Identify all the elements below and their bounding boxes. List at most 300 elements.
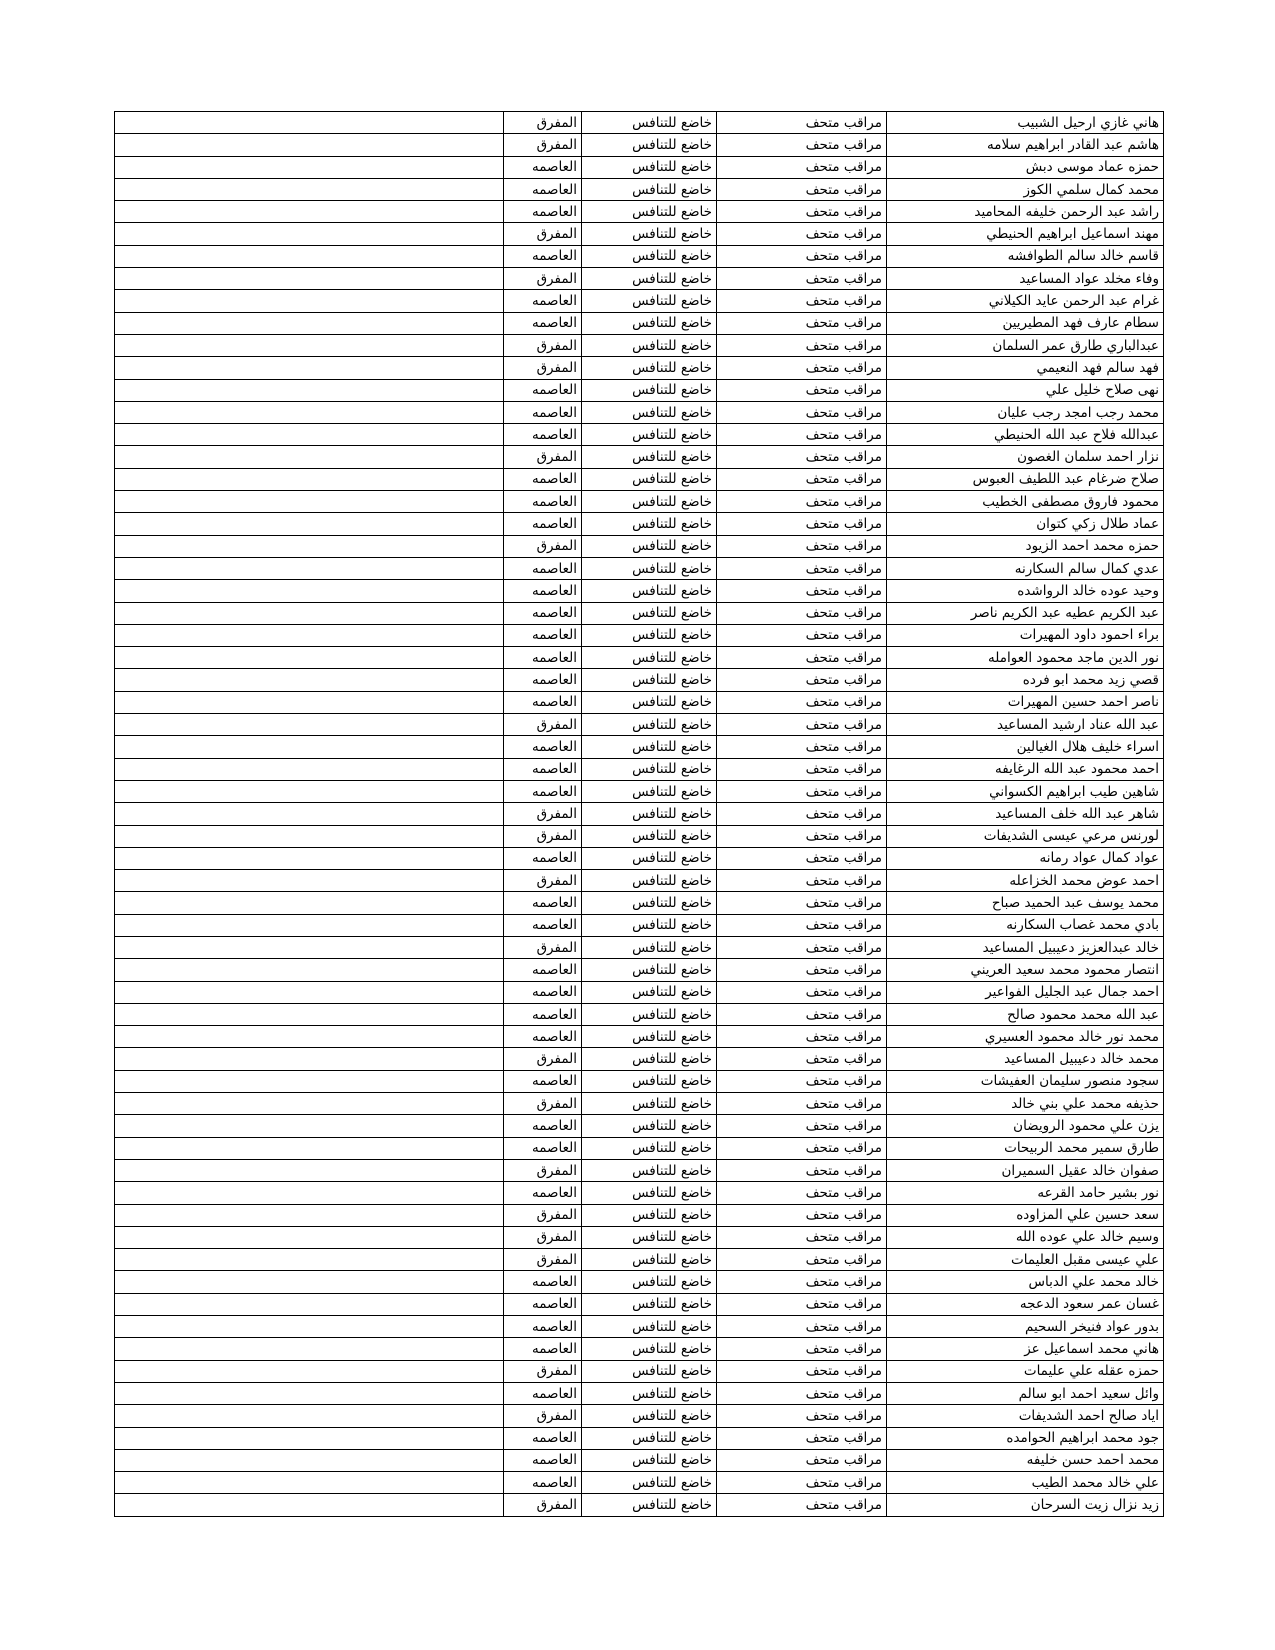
table-row	[115, 379, 1164, 401]
empty-cell	[115, 424, 504, 446]
empty-cell	[115, 491, 504, 513]
region-cell: العاصمه	[504, 1427, 582, 1449]
role-cell: مراقب متحف	[717, 914, 887, 936]
role-cell: مراقب متحف	[717, 201, 887, 223]
empty-cell	[115, 936, 504, 958]
role-cell: مراقب متحف	[717, 758, 887, 780]
role-cell: مراقب متحف	[717, 268, 887, 290]
status-cell: خاضع للتنافس	[582, 290, 717, 312]
table-row	[115, 669, 1164, 691]
table-row	[115, 1249, 1164, 1271]
name-cell: عماد طلال زكي كتوان	[887, 513, 1164, 535]
status-cell: خاضع للتنافس	[582, 535, 717, 557]
empty-cell	[115, 981, 504, 1003]
role-cell: مراقب متحف	[717, 357, 887, 379]
role-cell: مراقب متحف	[717, 981, 887, 1003]
status-cell: خاضع للتنافس	[582, 870, 717, 892]
status-cell: خاضع للتنافس	[582, 1427, 717, 1449]
name-cell: عبدالله فلاح عبد الله الحنيطي	[887, 424, 1164, 446]
name-cell: خالد محمد علي الدباس	[887, 1271, 1164, 1293]
status-cell: خاضع للتنافس	[582, 156, 717, 178]
name-cell: عبد الكريم عطيه عبد الكريم ناصر	[887, 602, 1164, 624]
table-row	[115, 892, 1164, 914]
empty-cell	[115, 669, 504, 691]
table-row	[115, 1338, 1164, 1360]
status-cell: خاضع للتنافس	[582, 1003, 717, 1025]
empty-cell	[115, 803, 504, 825]
region-cell: المفرق	[504, 936, 582, 958]
role-cell: مراقب متحف	[717, 825, 887, 847]
name-cell: عدي كمال سالم السكارنه	[887, 557, 1164, 579]
table-row	[115, 602, 1164, 624]
table-row	[115, 468, 1164, 490]
status-cell: خاضع للتنافس	[582, 1137, 717, 1159]
table-row	[115, 1226, 1164, 1248]
empty-cell	[115, 1070, 504, 1092]
empty-cell	[115, 758, 504, 780]
empty-cell	[115, 1472, 504, 1494]
table-row	[115, 691, 1164, 713]
empty-cell	[115, 1382, 504, 1404]
status-cell: خاضع للتنافس	[582, 580, 717, 602]
name-cell: غسان عمر سعود الدعجه	[887, 1293, 1164, 1315]
table-row	[115, 1427, 1164, 1449]
table-row	[115, 1405, 1164, 1427]
empty-cell	[115, 1115, 504, 1137]
empty-cell	[115, 156, 504, 178]
name-cell: محمد يوسف عبد الحميد صباح	[887, 892, 1164, 914]
status-cell: خاضع للتنافس	[582, 1338, 717, 1360]
table-row	[115, 223, 1164, 245]
region-cell: العاصمه	[504, 892, 582, 914]
status-cell: خاضع للتنافس	[582, 513, 717, 535]
status-cell: خاضع للتنافس	[582, 223, 717, 245]
empty-cell	[115, 513, 504, 535]
role-cell: مراقب متحف	[717, 1316, 887, 1338]
table-row	[115, 959, 1164, 981]
table-row	[115, 1093, 1164, 1115]
empty-cell	[115, 1427, 504, 1449]
name-cell: يزن علي محمود الرويضان	[887, 1115, 1164, 1137]
status-cell: خاضع للتنافس	[582, 981, 717, 1003]
table-row	[115, 1070, 1164, 1092]
region-cell: العاصمه	[504, 1382, 582, 1404]
status-cell: خاضع للتنافس	[582, 1249, 717, 1271]
role-cell: مراقب متحف	[717, 1026, 887, 1048]
status-cell: خاضع للتنافس	[582, 936, 717, 958]
candidates-table	[114, 111, 1164, 1517]
empty-cell	[115, 357, 504, 379]
empty-cell	[115, 1360, 504, 1382]
name-cell: عبد الله عناد ارشيد المساعيد	[887, 714, 1164, 736]
region-cell: العاصمه	[504, 513, 582, 535]
region-cell: العاصمه	[504, 178, 582, 200]
region-cell: العاصمه	[504, 758, 582, 780]
empty-cell	[115, 201, 504, 223]
region-cell: العاصمه	[504, 468, 582, 490]
region-cell: العاصمه	[504, 1137, 582, 1159]
role-cell: مراقب متحف	[717, 736, 887, 758]
status-cell: خاضع للتنافس	[582, 268, 717, 290]
role-cell: مراقب متحف	[717, 1159, 887, 1181]
table-row	[115, 513, 1164, 535]
region-cell: العاصمه	[504, 1003, 582, 1025]
empty-cell	[115, 1226, 504, 1248]
role-cell: مراقب متحف	[717, 112, 887, 134]
region-cell: المفرق	[504, 1048, 582, 1070]
status-cell: خاضع للتنافس	[582, 803, 717, 825]
name-cell: محمد نور خالد محمود العسيري	[887, 1026, 1164, 1048]
name-cell: صفوان خالد عقيل السميران	[887, 1159, 1164, 1181]
status-cell: خاضع للتنافس	[582, 1159, 717, 1181]
name-cell: ناصر احمد حسين المهيرات	[887, 691, 1164, 713]
role-cell: مراقب متحف	[717, 780, 887, 802]
name-cell: محمد رجب امجد رجب عليان	[887, 401, 1164, 423]
region-cell: العاصمه	[504, 914, 582, 936]
empty-cell	[115, 379, 504, 401]
empty-cell	[115, 1449, 504, 1471]
status-cell: خاضع للتنافس	[582, 424, 717, 446]
name-cell: وائل سعيد احمد ابو سالم	[887, 1382, 1164, 1404]
region-cell: العاصمه	[504, 401, 582, 423]
region-cell: العاصمه	[504, 1472, 582, 1494]
table-row	[115, 290, 1164, 312]
name-cell: نهى صلاح خليل علي	[887, 379, 1164, 401]
role-cell: مراقب متحف	[717, 1182, 887, 1204]
role-cell: مراقب متحف	[717, 468, 887, 490]
table-row	[115, 1137, 1164, 1159]
role-cell: مراقب متحف	[717, 1338, 887, 1360]
status-cell: خاضع للتنافس	[582, 602, 717, 624]
empty-cell	[115, 780, 504, 802]
table-row	[115, 714, 1164, 736]
role-cell: مراقب متحف	[717, 1405, 887, 1427]
table-row	[115, 357, 1164, 379]
region-cell: المفرق	[504, 268, 582, 290]
region-cell: العاصمه	[504, 647, 582, 669]
table-row	[115, 1316, 1164, 1338]
region-cell: المفرق	[504, 1360, 582, 1382]
name-cell: شاهين طيب ابراهيم الكسواني	[887, 780, 1164, 802]
table-row	[115, 134, 1164, 156]
status-cell: خاضع للتنافس	[582, 1316, 717, 1338]
name-cell: بدور عواد فنيخر السحيم	[887, 1316, 1164, 1338]
region-cell: العاصمه	[504, 379, 582, 401]
region-cell: العاصمه	[504, 312, 582, 334]
status-cell: خاضع للتنافس	[582, 468, 717, 490]
name-cell: علي عيسى مقبل العليمات	[887, 1249, 1164, 1271]
table-row	[115, 1159, 1164, 1181]
table-row	[115, 758, 1164, 780]
table-row	[115, 1494, 1164, 1516]
region-cell: العاصمه	[504, 959, 582, 981]
empty-cell	[115, 870, 504, 892]
name-cell: عواد كمال عواد رمانه	[887, 847, 1164, 869]
role-cell: مراقب متحف	[717, 1449, 887, 1471]
name-cell: محمد خالد دعيبيل المساعيد	[887, 1048, 1164, 1070]
name-cell: علي خالد محمد الطيب	[887, 1472, 1164, 1494]
region-cell: المفرق	[504, 1159, 582, 1181]
name-cell: سطام عارف فهد المطيريين	[887, 312, 1164, 334]
table-row	[115, 1271, 1164, 1293]
region-cell: المفرق	[504, 1204, 582, 1226]
empty-cell	[115, 714, 504, 736]
role-cell: مراقب متحف	[717, 290, 887, 312]
status-cell: خاضع للتنافس	[582, 1405, 717, 1427]
name-cell: براء احمود داود المهيرات	[887, 624, 1164, 646]
table-row	[115, 1115, 1164, 1137]
empty-cell	[115, 446, 504, 468]
region-cell: العاصمه	[504, 201, 582, 223]
empty-cell	[115, 1093, 504, 1115]
name-cell: احمد جمال عبد الجليل الفواعير	[887, 981, 1164, 1003]
region-cell: المفرق	[504, 134, 582, 156]
status-cell: خاضع للتنافس	[582, 647, 717, 669]
table-row	[115, 1204, 1164, 1226]
region-cell: المفرق	[504, 357, 582, 379]
empty-cell	[115, 290, 504, 312]
role-cell: مراقب متحف	[717, 1048, 887, 1070]
region-cell: المفرق	[504, 1093, 582, 1115]
role-cell: مراقب متحف	[717, 803, 887, 825]
region-cell: العاصمه	[504, 736, 582, 758]
name-cell: زيد نزال زيت السرحان	[887, 1494, 1164, 1516]
name-cell: خالد عبدالعزيز دعيبيل المساعيد	[887, 936, 1164, 958]
status-cell: خاضع للتنافس	[582, 959, 717, 981]
status-cell: خاضع للتنافس	[582, 1026, 717, 1048]
status-cell: خاضع للتنافس	[582, 178, 717, 200]
name-cell: شاهر عبد الله خلف المساعيد	[887, 803, 1164, 825]
region-cell: العاصمه	[504, 1026, 582, 1048]
empty-cell	[115, 892, 504, 914]
name-cell: هاني غازي ارحيل الشبيب	[887, 112, 1164, 134]
table-row	[115, 580, 1164, 602]
table-row	[115, 1026, 1164, 1048]
role-cell: مراقب متحف	[717, 401, 887, 423]
role-cell: مراقب متحف	[717, 424, 887, 446]
name-cell: مهند اسماعيل ابراهيم الحنيطي	[887, 223, 1164, 245]
region-cell: المفرق	[504, 1249, 582, 1271]
region-cell: العاصمه	[504, 847, 582, 869]
table-row	[115, 780, 1164, 802]
region-cell: العاصمه	[504, 1182, 582, 1204]
empty-cell	[115, 1293, 504, 1315]
name-cell: سعد حسين علي المزاوده	[887, 1204, 1164, 1226]
table-row	[115, 1472, 1164, 1494]
status-cell: خاضع للتنافس	[582, 1472, 717, 1494]
status-cell: خاضع للتنافس	[582, 1115, 717, 1137]
empty-cell	[115, 1249, 504, 1271]
status-cell: خاضع للتنافس	[582, 401, 717, 423]
table-row	[115, 201, 1164, 223]
role-cell: مراقب متحف	[717, 178, 887, 200]
role-cell: مراقب متحف	[717, 513, 887, 535]
name-cell: راشد عبد الرحمن خليفه المحاميد	[887, 201, 1164, 223]
status-cell: خاضع للتنافس	[582, 847, 717, 869]
name-cell: سجود منصور سليمان العفيشات	[887, 1070, 1164, 1092]
status-cell: خاضع للتنافس	[582, 1070, 717, 1092]
status-cell: خاضع للتنافس	[582, 1204, 717, 1226]
role-cell: مراقب متحف	[717, 1137, 887, 1159]
name-cell: احمد عوض محمد الخزاعله	[887, 870, 1164, 892]
role-cell: مراقب متحف	[717, 223, 887, 245]
name-cell: طارق سمير محمد الربيحات	[887, 1137, 1164, 1159]
empty-cell	[115, 602, 504, 624]
table-row	[115, 624, 1164, 646]
table-row	[115, 1182, 1164, 1204]
table-row	[115, 491, 1164, 513]
empty-cell	[115, 1405, 504, 1427]
empty-cell	[115, 223, 504, 245]
name-cell: حمزه محمد احمد الزيود	[887, 535, 1164, 557]
region-cell: العاصمه	[504, 491, 582, 513]
region-cell: المفرق	[504, 112, 582, 134]
status-cell: خاضع للتنافس	[582, 736, 717, 758]
region-cell: العاصمه	[504, 1115, 582, 1137]
empty-cell	[115, 1204, 504, 1226]
role-cell: مراقب متحف	[717, 1115, 887, 1137]
table-row	[115, 424, 1164, 446]
role-cell: مراقب متحف	[717, 156, 887, 178]
empty-cell	[115, 401, 504, 423]
name-cell: فهد سالم فهد النعيمي	[887, 357, 1164, 379]
status-cell: خاضع للتنافس	[582, 1449, 717, 1471]
status-cell: خاضع للتنافس	[582, 112, 717, 134]
table-row	[115, 112, 1164, 134]
status-cell: خاضع للتنافس	[582, 379, 717, 401]
status-cell: خاضع للتنافس	[582, 758, 717, 780]
role-cell: مراقب متحف	[717, 892, 887, 914]
table-row	[115, 981, 1164, 1003]
role-cell: مراقب متحف	[717, 847, 887, 869]
region-cell: العاصمه	[504, 624, 582, 646]
region-cell: العاصمه	[504, 1293, 582, 1315]
role-cell: مراقب متحف	[717, 870, 887, 892]
region-cell: العاصمه	[504, 580, 582, 602]
region-cell: العاصمه	[504, 424, 582, 446]
role-cell: مراقب متحف	[717, 936, 887, 958]
table-row	[115, 401, 1164, 423]
region-cell: العاصمه	[504, 1070, 582, 1092]
status-cell: خاضع للتنافس	[582, 825, 717, 847]
empty-cell	[115, 647, 504, 669]
empty-cell	[115, 1338, 504, 1360]
region-cell: المفرق	[504, 223, 582, 245]
name-cell: نور بشير حامد القرعه	[887, 1182, 1164, 1204]
table-row	[115, 1449, 1164, 1471]
status-cell: خاضع للتنافس	[582, 624, 717, 646]
role-cell: مراقب متحف	[717, 647, 887, 669]
role-cell: مراقب متحف	[717, 959, 887, 981]
empty-cell	[115, 312, 504, 334]
region-cell: المفرق	[504, 446, 582, 468]
empty-cell	[115, 580, 504, 602]
table-row	[115, 1003, 1164, 1025]
status-cell: خاضع للتنافس	[582, 1293, 717, 1315]
region-cell: المفرق	[504, 1494, 582, 1516]
region-cell: المفرق	[504, 825, 582, 847]
table-row	[115, 1048, 1164, 1070]
empty-cell	[115, 914, 504, 936]
role-cell: مراقب متحف	[717, 1494, 887, 1516]
role-cell: مراقب متحف	[717, 1003, 887, 1025]
table-row	[115, 803, 1164, 825]
empty-cell	[115, 178, 504, 200]
name-cell: حمزه عقله علي عليمات	[887, 1360, 1164, 1382]
table-row	[115, 736, 1164, 758]
empty-cell	[115, 1026, 504, 1048]
region-cell: العاصمه	[504, 602, 582, 624]
name-cell: حذيفه محمد علي بني خالد	[887, 1093, 1164, 1115]
region-cell: العاصمه	[504, 1449, 582, 1471]
role-cell: مراقب متحف	[717, 1226, 887, 1248]
name-cell: محمد احمد حسن خليفه	[887, 1449, 1164, 1471]
empty-cell	[115, 736, 504, 758]
empty-cell	[115, 691, 504, 713]
status-cell: خاضع للتنافس	[582, 201, 717, 223]
role-cell: مراقب متحف	[717, 1427, 887, 1449]
role-cell: مراقب متحف	[717, 557, 887, 579]
table-row	[115, 825, 1164, 847]
region-cell: العاصمه	[504, 1271, 582, 1293]
name-cell: غرام عبد الرحمن عايد الكيلاني	[887, 290, 1164, 312]
status-cell: خاضع للتنافس	[582, 357, 717, 379]
table-row	[115, 647, 1164, 669]
status-cell: خاضع للتنافس	[582, 1226, 717, 1248]
status-cell: خاضع للتنافس	[582, 1382, 717, 1404]
name-cell: قصي زيد محمد ابو فرده	[887, 669, 1164, 691]
candidates-table-body	[115, 112, 1164, 1517]
empty-cell	[115, 468, 504, 490]
name-cell: عبد الله محمد محمود صالح	[887, 1003, 1164, 1025]
table-row	[115, 245, 1164, 267]
role-cell: مراقب متحف	[717, 1249, 887, 1271]
role-cell: مراقب متحف	[717, 1093, 887, 1115]
role-cell: مراقب متحف	[717, 580, 887, 602]
role-cell: مراقب متحف	[717, 1204, 887, 1226]
name-cell: لورنس مرعي عيسى الشديفات	[887, 825, 1164, 847]
role-cell: مراقب متحف	[717, 245, 887, 267]
region-cell: المفرق	[504, 535, 582, 557]
table-row	[115, 847, 1164, 869]
name-cell: اسراء خليف هلال الغيالين	[887, 736, 1164, 758]
name-cell: قاسم خالد سالم الطوافشه	[887, 245, 1164, 267]
region-cell: العاصمه	[504, 780, 582, 802]
empty-cell	[115, 847, 504, 869]
role-cell: مراقب متحف	[717, 334, 887, 356]
region-cell: العاصمه	[504, 557, 582, 579]
region-cell: العاصمه	[504, 245, 582, 267]
table-row	[115, 1360, 1164, 1382]
empty-cell	[115, 1182, 504, 1204]
status-cell: خاضع للتنافس	[582, 1093, 717, 1115]
name-cell: انتصار محمود محمد سعيد العريني	[887, 959, 1164, 981]
name-cell: هاني محمد اسماعيل عز	[887, 1338, 1164, 1360]
empty-cell	[115, 134, 504, 156]
region-cell: العاصمه	[504, 691, 582, 713]
name-cell: وحيد عوده خالد الرواشده	[887, 580, 1164, 602]
status-cell: خاضع للتنافس	[582, 334, 717, 356]
table-row	[115, 268, 1164, 290]
name-cell: هاشم عبد القادر ابراهيم سلامه	[887, 134, 1164, 156]
role-cell: مراقب متحف	[717, 691, 887, 713]
status-cell: خاضع للتنافس	[582, 714, 717, 736]
status-cell: خاضع للتنافس	[582, 1360, 717, 1382]
role-cell: مراقب متحف	[717, 1382, 887, 1404]
region-cell: المفرق	[504, 1405, 582, 1427]
name-cell: وفاء مخلد عواد المساعيد	[887, 268, 1164, 290]
name-cell: صلاح ضرغام عبد اللطيف العبوس	[887, 468, 1164, 490]
